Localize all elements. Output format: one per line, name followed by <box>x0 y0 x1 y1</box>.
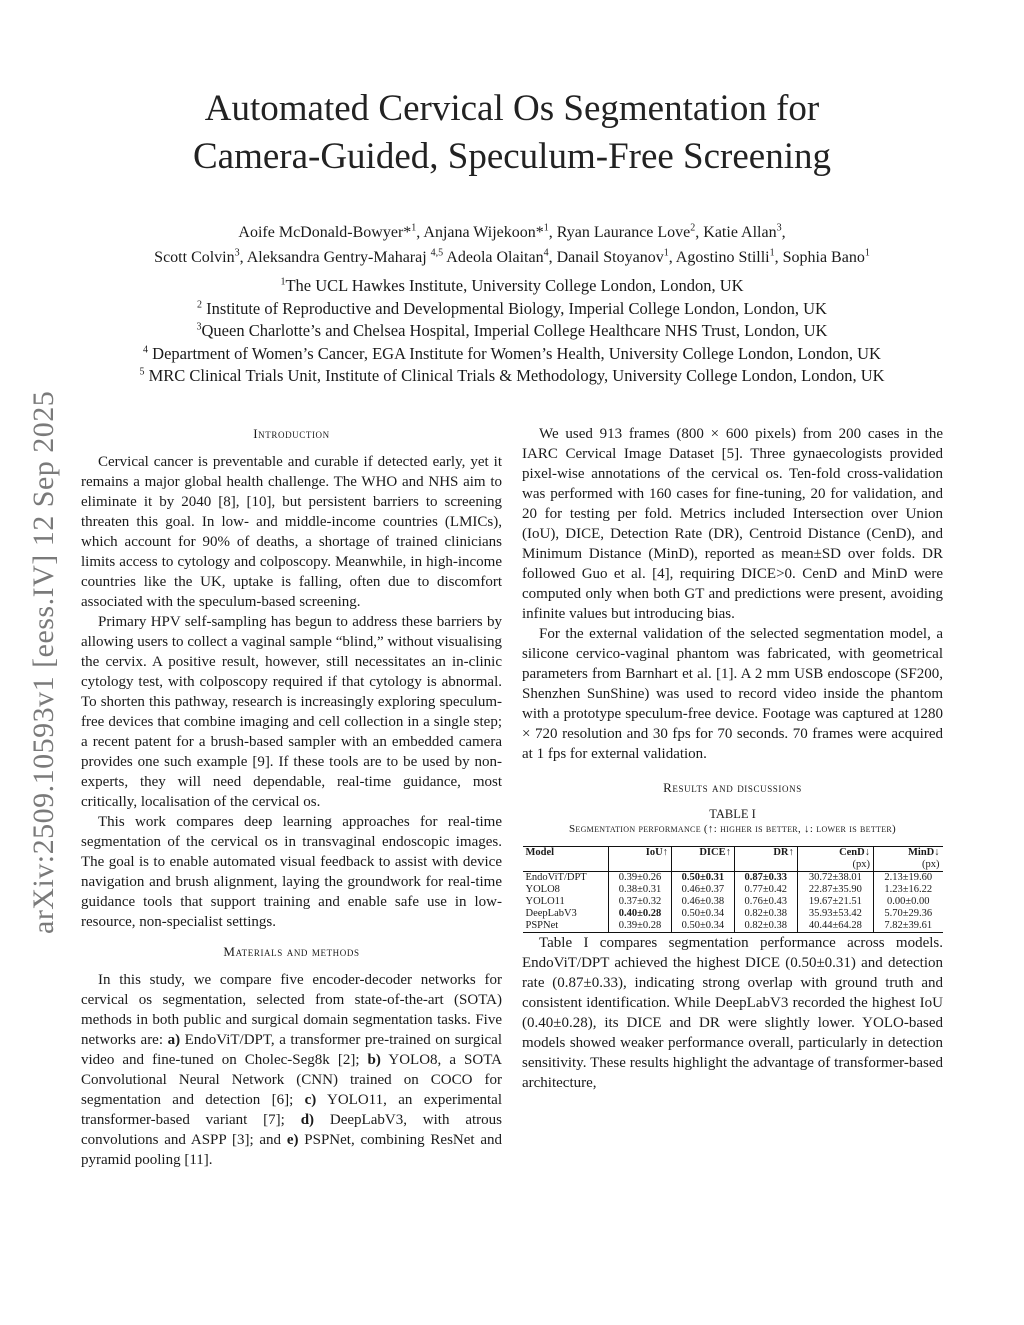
paragraph: We used 913 frames (800 × 600 pixels) from 200 cases in the IARC Cervical Image Dataset [5]. Three gynaecologists provided pixel-wise annotations of the cervical os. Ten-fold cross-validation was performed with 160 cases for fine-tuning, 20 for validation, and 20 for testing per fold. Metrics included Intersection over Union (IoU), DICE, Detection Rate (DR), Centroid Distance (CenD), and Minimum Distance (MinD), reported as mean±SD over folds. DR followed Guo et al. [4], requiring DICE>0. CenD and MinD were computed only when both GT and predictions were present, avoiding infinite values but introducing bias. <box>522 426 943 622</box>
table-header: CenD↓ <box>797 847 873 860</box>
affiliation: $^3$Queen Charlotte’s and Chelsea Hospital, Imperial College Healthcare NHS Trust, London, UK <box>196 321 828 341</box>
table-cell: 0.50±0.34 <box>671 920 734 933</box>
table-cell: 0.46±0.38 <box>671 896 734 908</box>
author-line: Aoife McDonald-Bowyer*$^1$, Anjana Wijekoon*$^1$, Ryan Laurance Love$^2$, Katie Allan$^3$, <box>238 222 786 241</box>
affiliation: $^4$ Department of Women’s Cancer, EGA Institute for Women’s Health, University College London, London, UK <box>143 343 881 363</box>
table-cell: 0.38±0.31 <box>609 884 672 896</box>
table-cell: 1.23±16.22 <box>873 884 942 896</box>
paragraph: For the external validation of the selected segmentation model, a silicone cervico-vaginal phantom was fabricated, with geometrical parameters from Barnhart et al. [1]. A 2 mm USB endoscope (SF200, Shenzhen SunShine) was used to record video inside the phantom with a prototype speculum-free device. Footage was captured at 1280 × 720 resolution and 30 fps for 70 seconds. 70 frames were acquired at 1 fps for external validation. <box>522 626 943 762</box>
table-cell: 30.72±38.01 <box>797 872 873 885</box>
table-row <box>523 908 943 920</box>
table-row <box>523 872 943 885</box>
table-caption: TABLE I <box>709 807 756 821</box>
title-line: Automated Cervical Os Segmentation for <box>204 88 820 129</box>
table-cell: 0.39±0.28 <box>609 920 672 933</box>
right-column <box>522 424 943 1093</box>
table-header: IoU↑ <box>609 847 672 860</box>
paper-title <box>80 85 944 181</box>
table-header: DICE↑ <box>671 847 734 860</box>
table-cell: 0.40±0.28 <box>609 908 672 920</box>
table-header: DR↑ <box>734 847 797 860</box>
paragraph: Primary HPV self-sampling has begun to address these barriers by allowing users to collect a vaginal sample “blind,” without visualising the cervix. A positive result, however, still necessitates an in-clinic cytology test, with colposcopy required if that cytology is abnormal. To shorten this pathway, research is increasingly exploring speculum-free devices that combine imaging and cell collection in a single step; a recent patent for a brush-based sampler with an embedded camera provides one such example [9]. If these tools are to be used by non-experts, they will need dependable, real-time guidance, most critically, localisation of the cervical os. <box>81 614 502 810</box>
paragraph: This work compares deep learning approaches for real-time segmentation of the cervical os in transvaginal endoscopic images. The goal is to enable automated visual feedback to assist with device navigation and brush alignment, laying the groundwork for real-time guidance tools that support training and enable safe use in low-resource, non-specialist settings. <box>81 814 502 930</box>
table-cell: 0.00±0.00 <box>873 896 942 908</box>
section-heading-methods: Materials and methods <box>223 944 360 959</box>
table-cell: 5.70±29.36 <box>873 908 942 920</box>
table-cell: 19.67±21.51 <box>797 896 873 908</box>
table-cell: 2.13±19.60 <box>873 872 942 885</box>
table-cell: 0.46±0.37 <box>671 884 734 896</box>
table-cell: 0.50±0.31 <box>671 872 734 885</box>
arxiv-identifier: arXiv:2509.10593v1 [eess.IV] 12 Sep 2025 <box>27 390 60 934</box>
table-header: MinD↓ <box>873 847 942 860</box>
table-cell: 7.82±39.61 <box>873 920 942 933</box>
table-row <box>523 884 943 896</box>
author-list <box>60 220 964 270</box>
table-header-row <box>523 847 943 860</box>
table-cell: 0.37±0.32 <box>609 896 672 908</box>
table-cell: PSPNet <box>523 920 609 933</box>
table-unit: (px) <box>797 859 873 872</box>
section-heading-results: Results and discussions <box>663 780 802 795</box>
left-column <box>81 424 502 1170</box>
affiliation: $^1$The UCL Hawkes Institute, University College London, London, UK <box>280 276 744 295</box>
affiliation: $^2$ Institute of Reproductive and Developmental Biology, Imperial College London, London, UK <box>197 298 827 318</box>
title-line: Camera-Guided, Speculum-Free Screening <box>192 136 832 177</box>
table-units-row <box>523 859 943 872</box>
table-row <box>523 896 943 908</box>
section-heading-introduction: Introduction <box>253 426 330 441</box>
table-cell: 0.87±0.33 <box>734 872 797 885</box>
table-cell: 0.82±0.38 <box>734 908 797 920</box>
paragraph: In this study, we compare five encoder-decoder networks for cervical os segmentation, selected from state-of-the-art (SOTA) methods in both public and surgical domain segmentation tasks. Five networks are: a) EndoViT/DPT, a transformer pre-trained on surgical video and fine-tuned on Cholec-Seg8k [2]; b) YOLO8, a SOTA Convolutional Neural Network (CNN) trained on COCO for segmentation and detection [6]; c) YOLO11, an experimental transformer-based variant [7]; d) DeepLabV3, with atrous convolutions and ASPP [3]; and e) PSPNet, combining ResNet and pyramid pooling [11]. <box>81 972 503 1168</box>
table-cell: EndoViT/DPT <box>525 872 587 883</box>
table-cell: 0.39±0.26 <box>609 872 672 885</box>
table-cell: YOLO11 <box>525 896 565 907</box>
table-cell: 0.77±0.42 <box>734 884 797 896</box>
table-cell: 35.93±53.42 <box>797 908 873 920</box>
table-row <box>523 920 943 933</box>
author-line: Scott Colvin$^3$, Aleksandra Gentry-Maharaj $^{4,5}$ Adeola Olaitan$^4$, Danail Stoyanov$^1$, Agostino Stilli$^1$, Sophia Bano$^1$ <box>154 247 870 266</box>
paragraph: Table I compares segmentation performance across models. EndoViT/DPT achieved the highest DICE (0.50±0.31) and detection rate (0.87±0.33), indicating strong overlap with ground truth and consistent identification. While DeepLabV3 recorded the highest IoU (0.40±0.28), its DICE and DR were slightly lower. YOLO-based models showed weaker performance overall, particularly in detection sensitivity. These results highlight the advantage of transformer-based architecture, <box>522 935 943 1091</box>
table-cell: YOLO8 <box>525 884 560 895</box>
table-cell: 0.50±0.34 <box>671 908 734 920</box>
table-subcaption: Segmentation performance (↑: higher is better, ↓: lower is better) <box>569 823 896 835</box>
results-table <box>523 846 943 933</box>
table-header: Model <box>523 847 609 860</box>
table-cell: 40.44±64.28 <box>797 920 873 933</box>
table-unit: (px) <box>873 859 942 872</box>
affiliation: $^5$ MRC Clinical Trials Unit, Institute of Clinical Trials & Methodology, University College London, London, UK <box>139 366 885 386</box>
table-cell: 0.76±0.43 <box>734 896 797 908</box>
paragraph: Cervical cancer is preventable and curable if detected early, yet it remains a major global health challenge. The WHO and NHS aim to eliminate it by 2040 [8], [10], but persistent barriers to screening threaten this goal. In low- and middle-income countries (LMICs), which account for 90% of deaths, a shortage of trained clinicians limits access to cytology and colposcopy. Meanwhile, in high-income countries like the UK, uptake is falling, often due to discomfort associated with the speculum-based screening. <box>81 454 502 610</box>
table-cell: DeepLabV3 <box>525 908 577 919</box>
affiliation-list <box>60 275 964 388</box>
table-cell: 0.82±0.38 <box>734 920 797 933</box>
table-cell: 22.87±35.90 <box>797 884 873 896</box>
